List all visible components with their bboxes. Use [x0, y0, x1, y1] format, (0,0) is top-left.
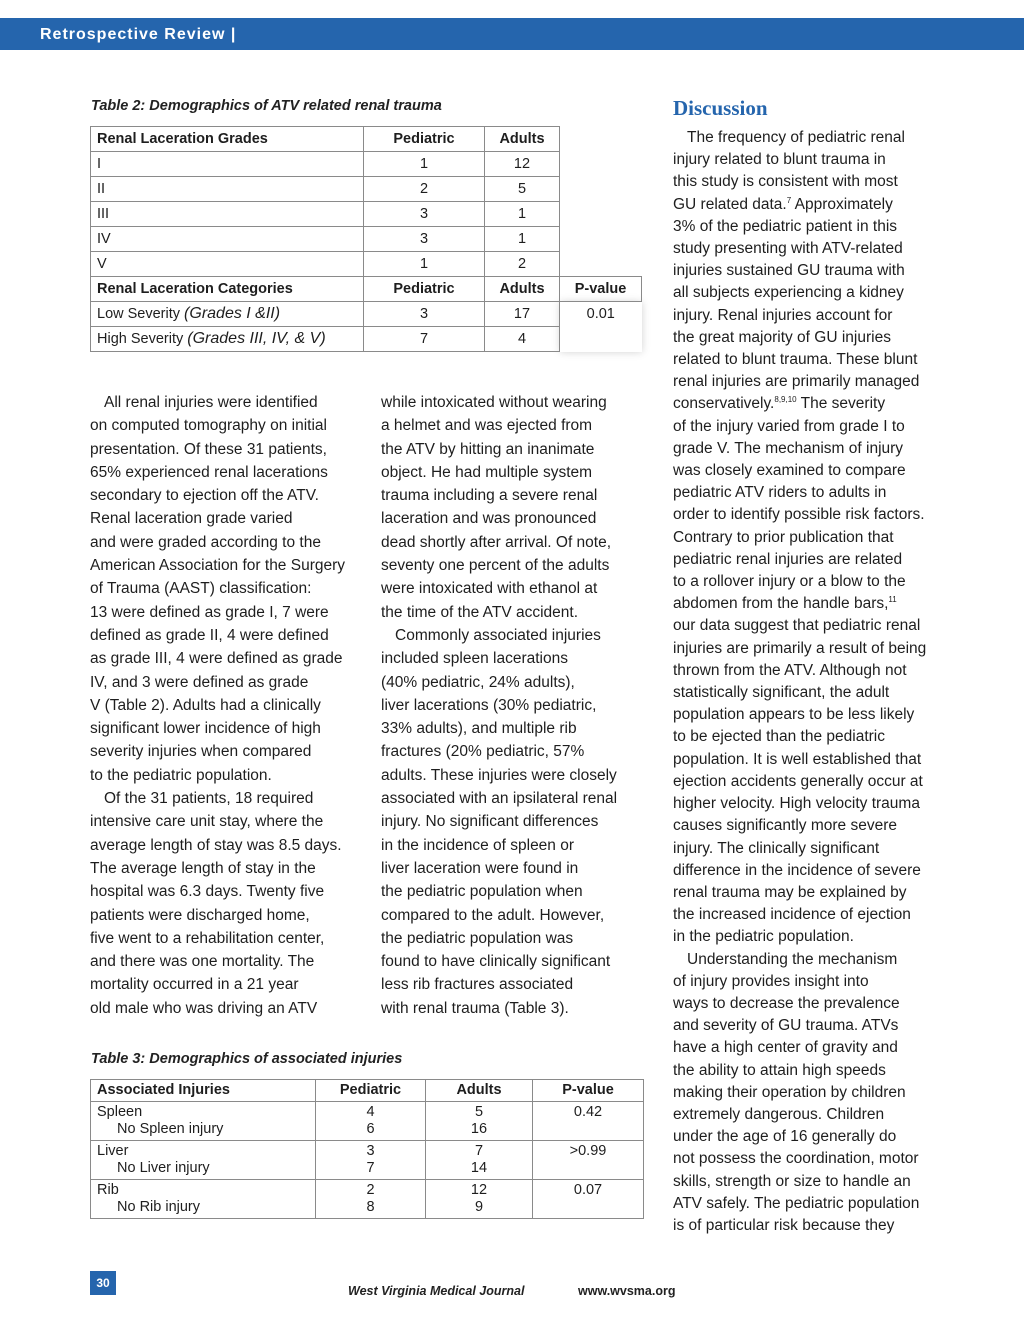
low-severity-grades: (Grades I &II) — [184, 305, 281, 322]
grade-adults: 1 — [485, 227, 560, 252]
grade-pediatric: 2 — [364, 177, 485, 202]
table2-head2-adults: Adults — [485, 277, 560, 302]
discussion-paragraph-2: Understanding the mechanism of injury provides insight into ways to decrease the prevalence and severity of GU trauma. ATVs have a high center of gravity and the ability to attain high speeds making their operation by children extremely dangerous. Children under the age of 16 generally do not possess the coordination, motor skills, strength or size to handle an ATV safely. The pediatric population is of particular risk because they — [673, 950, 920, 1234]
injury-label: Spleen No Spleen injury — [91, 1102, 316, 1141]
low-severity-adults: 17 — [485, 302, 560, 327]
high-severity-pediatric: 7 — [364, 327, 485, 352]
high-severity-text: High Severity — [97, 331, 184, 347]
citation: 11 — [888, 595, 897, 605]
table2-head-adults: Adults — [485, 127, 560, 152]
table3 — [90, 1079, 644, 1219]
low-severity-text: Low Severity — [97, 306, 181, 322]
table3-header-row — [91, 1080, 644, 1102]
grade-adults: 12 — [485, 152, 560, 177]
section-label: Retrospective Review | — [40, 26, 237, 43]
table2-head-categories: Renal Laceration Categories — [91, 277, 364, 302]
journal-name: West Virginia Medical Journal — [348, 1284, 525, 1298]
grade-label: II — [91, 177, 364, 202]
table-row — [91, 1141, 644, 1180]
col2-paragraph-2: Commonly associated injuries included spleen lacerations (40% pediatric, 24% adults), liver lacerations (30% pediatric, 33% adults), and multiple rib fractures (20% pediatric, 57% adults. These injuries were closely associated with an ipsilateral renal injury. No significant differences in the incidence of spleen or liver laceration were found in the pediatric population when compared to the adult. However, the pediatric population was found to have clinically significant less rib fractures associated with renal trauma (Table 3). — [381, 626, 618, 1017]
table-row — [91, 202, 642, 227]
table2-caption: Table 2: Demographics of ATV related renal trauma — [91, 98, 442, 114]
high-severity-adults: 4 — [485, 327, 560, 352]
table-row — [91, 1102, 644, 1141]
col2-paragraph-1: while intoxicated without wearing a helmet and was ejected from the ATV by hitting an inanimate object. He had multiple system trauma including a severe renal laceration and was pronounced dead shortly after arrival. Of note, seventy one percent of the adults were intoxicated with ethanol at the time of the ATV accident. — [381, 394, 612, 621]
discussion-heading: Discussion — [673, 96, 768, 120]
injury-pvalue: 0.07 — [533, 1180, 644, 1219]
citation: 7 — [786, 195, 792, 205]
body-column-1 — [90, 391, 345, 1020]
grade-label: I — [91, 152, 364, 177]
discussion-paragraph-1: The frequency of pediatric renal injury related to blunt trauma in this study is consistent with most GU related data.$^7$ Approximately 3% of the pediatric patient in this study presenting with ATV-related injuries sustained GU trauma with all subjects experiencing a kidney injury. Renal injuries account for the great majority of GU injuries related to blunt trauma. These blunt renal injuries are primarily managed conservatively.$^{8,9,10}$ The severity of the injury varied from grade I to grade V. The mechanism of injury was closely examined to compare pediatric ATV riders to adults in order to identify possible risk factors. Contrary to prior publication that pediatric renal injuries are related to a rollover injury or a blow to the abdomen from the handle bars,$^{11}$ our data suggest that pediatric renal injuries are primarily a result of being thrown from the ATV. Although not statistically significant, the adult population appears to be less likely to be ejected than the pediatric population. It is well established that ejection accidents generally occur at higher velocity. High velocity trauma causes significantly more severe injury. The clinically significant difference in the incidence of severe renal trauma may be explained by the increased incidence of ejection in the pediatric population. — [673, 129, 927, 946]
table2-head2-pediatric: Pediatric — [364, 277, 485, 302]
table3-head-adults: Adults — [426, 1080, 533, 1102]
high-severity-label — [91, 327, 364, 352]
citation: 8,9,10 — [774, 395, 797, 405]
table2-head-pediatric: Pediatric — [364, 127, 485, 152]
table3-caption: Table 3: Demographics of associated injuries — [91, 1051, 403, 1067]
col1-paragraph-1: All renal injuries were identified on computed tomography on initial presentation. Of these 31 patients, 65% experienced renal lacerations secondary to ejection off the ATV. Renal laceration grade varied and were graded according to the American Association for the Surgery of Trauma (AAST) classification: 13 were defined as grade I, 7 were defined as grade II, 4 were defined as grade III, 4 were defined as grade IV, and 3 were defined as grade V (Table 2). Adults had a clinically significant lower incidence of high severity injuries when compared to the pediatric population. — [90, 394, 346, 784]
injury-adults: 7 14 — [426, 1141, 533, 1180]
table-row — [91, 227, 642, 252]
low-severity-pediatric: 3 — [364, 302, 485, 327]
injury-label: Liver No Liver injury — [91, 1141, 316, 1180]
high-severity-grades: (Grades III, IV, & V) — [187, 330, 326, 347]
table2-category-header-row — [91, 277, 642, 302]
table-row — [91, 1180, 644, 1219]
grade-pediatric: 1 — [364, 152, 485, 177]
table-row — [91, 152, 642, 177]
injury-adults: 5 16 — [426, 1102, 533, 1141]
page-number: 30 — [90, 1271, 116, 1295]
injury-label: Rib No Rib injury — [91, 1180, 316, 1219]
severity-pvalue: 0.01 — [560, 302, 642, 352]
injury-pvalue: >0.99 — [533, 1141, 644, 1180]
grade-label: III — [91, 202, 364, 227]
body-column-2 — [381, 391, 617, 1020]
grade-adults: 2 — [485, 252, 560, 277]
website-link[interactable]: www.wvsma.org — [578, 1284, 676, 1298]
table-row — [91, 302, 642, 327]
col1-paragraph-2: Of the 31 patients, 18 required intensive care unit stay, where the average length of stay was 8.5 days. The average length of stay in the hospital was 6.3 days. Twenty five patients were discharged home, five went to a rehabilitation center, and there was one mortality. The mortality occurred in a 21 year old male who was driving an ATV — [90, 790, 342, 1017]
table2 — [90, 126, 642, 352]
injury-pvalue: 0.42 — [533, 1102, 644, 1141]
grade-adults: 5 — [485, 177, 560, 202]
grade-label: V — [91, 252, 364, 277]
injury-pediatric: 2 8 — [316, 1180, 426, 1219]
table2-head2-pvalue: P-value — [560, 277, 642, 302]
injury-adults: 12 9 — [426, 1180, 533, 1219]
grade-pediatric: 3 — [364, 227, 485, 252]
table-row — [91, 327, 642, 352]
table3-head-pvalue: P-value — [533, 1080, 644, 1102]
header-bar — [0, 18, 1024, 50]
injury-pediatric: 3 7 — [316, 1141, 426, 1180]
table2-header-row — [91, 127, 642, 152]
grade-adults: 1 — [485, 202, 560, 227]
injury-pediatric: 4 6 — [316, 1102, 426, 1141]
table-row — [91, 252, 642, 277]
table3-head-pediatric: Pediatric — [316, 1080, 426, 1102]
low-severity-label — [91, 302, 364, 327]
grade-pediatric: 1 — [364, 252, 485, 277]
grade-pediatric: 3 — [364, 202, 485, 227]
grade-label: IV — [91, 227, 364, 252]
table-row — [91, 177, 642, 202]
table3-head-injuries: Associated Injuries — [91, 1080, 316, 1102]
table2-head-grades: Renal Laceration Grades — [91, 127, 364, 152]
discussion-column — [673, 127, 926, 1237]
